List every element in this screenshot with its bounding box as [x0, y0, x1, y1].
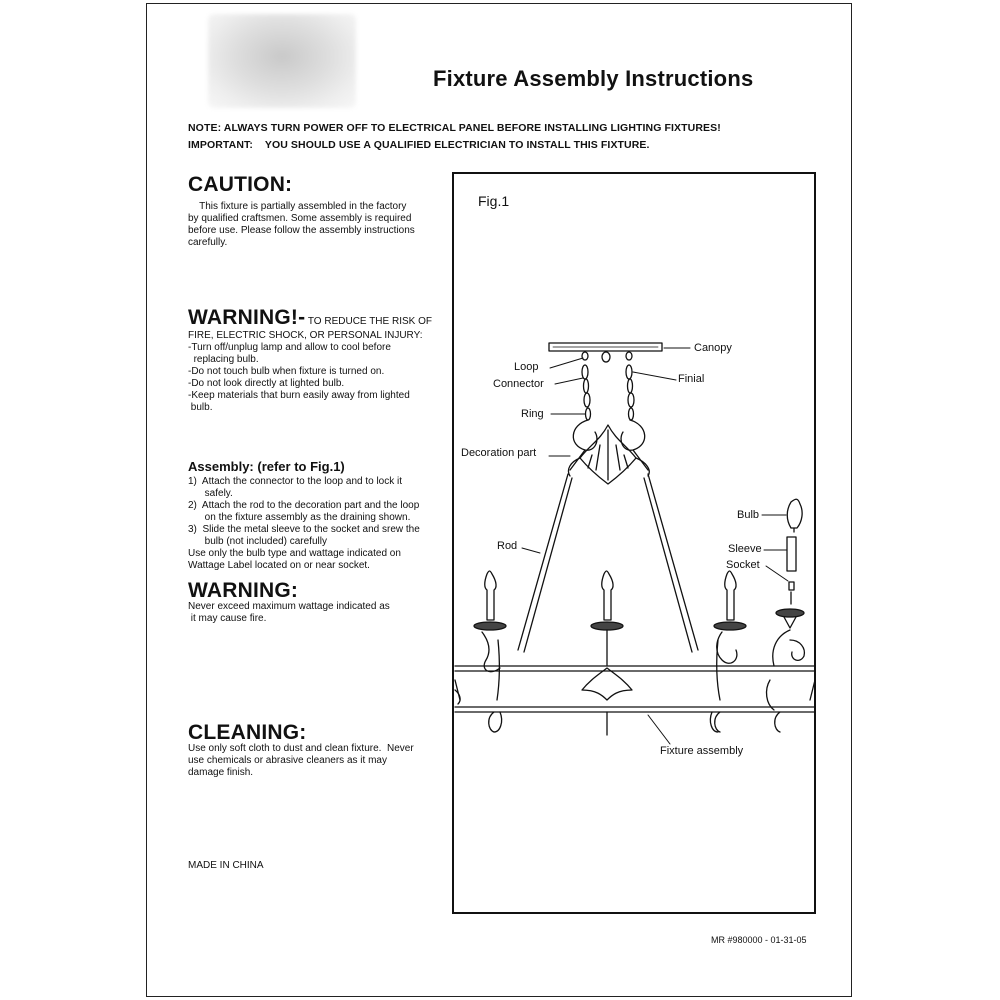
power-off-note: NOTE: ALWAYS TURN POWER OFF TO ELECTRICAL PANEL BEFORE INSTALLING LIGHTING FIXTURES! [188, 122, 721, 134]
caution-heading: CAUTION: [188, 173, 293, 196]
electrician-note: IMPORTANT: YOU SHOULD USE A QUALIFIED ELECTRICIAN TO INSTALL THIS FIXTURE. [188, 139, 650, 151]
caution-line: before use. Please follow the assembly instructions [188, 225, 415, 236]
sleeve-part [787, 537, 796, 571]
warning-line: -Do not touch bulb when fixture is turned on. [188, 366, 385, 377]
warning-line: bulb. [188, 402, 213, 413]
chain-links [582, 365, 634, 420]
candle-arm-center [582, 571, 632, 735]
caution-line: This fixture is partially assembled in the factory [188, 201, 407, 212]
finial-part [582, 352, 632, 362]
decoration-part-label: Decoration part [461, 447, 537, 459]
warning-line: replacing bulb. [188, 354, 259, 365]
caution-line: carefully. [188, 237, 228, 248]
rod-label: Rod [497, 540, 518, 552]
canopy-part [549, 343, 662, 351]
lower-scrolls [455, 690, 718, 732]
loop-label: Loop [514, 361, 539, 373]
warning-line: FIRE, ELECTRIC SHOCK, OR PERSONAL INJURY: [188, 330, 423, 341]
finial-label: Finial [678, 373, 705, 385]
wattage-warning-line: it may cause fire. [188, 613, 267, 624]
sleeve-label: Sleeve [728, 543, 762, 555]
figure-label: Fig.1 [478, 193, 510, 209]
warning-line: -Do not look directly at lighted bulb. [188, 378, 345, 389]
candle-arm-right [714, 571, 746, 732]
fixture-frame [455, 666, 815, 712]
assembly-line: bulb (not included) carefully [188, 536, 327, 547]
fixture-assembly-label: Fixture assembly [660, 745, 744, 757]
assembly-line: 2) Attach the rod to the decoration part and the loop [188, 500, 420, 511]
page-title: Fixture Assembly Instructions [433, 66, 754, 91]
socket-label: Socket [726, 559, 760, 571]
wattage-warning-heading: WARNING: [188, 579, 299, 602]
canopy-label: Canopy [694, 342, 732, 354]
socket-part [789, 582, 794, 604]
bulb-part [787, 499, 802, 532]
warning-line: -Turn off/unplug lamp and allow to cool before [188, 342, 391, 353]
candle-arm-left [474, 571, 506, 732]
cleaning-line: Use only soft cloth to dust and clean fixture. Never [188, 743, 414, 754]
assembly-line: Use only the bulb type and wattage indicated on [188, 548, 401, 559]
cleaning-line: use chemicals or abrasive cleaners as it may [188, 755, 387, 766]
assembly-line: 3) Slide the metal sleeve to the socket and srew the [188, 524, 420, 535]
made-in-label: MADE IN CHINA [188, 860, 264, 871]
warning-line: -Keep materials that burn easily away from lighted [188, 390, 410, 401]
bulb-label: Bulb [737, 509, 760, 521]
assembly-heading: Assembly: (refer to Fig.1) [188, 459, 345, 474]
cleaning-heading: CLEANING: [188, 721, 307, 744]
ring-label: Ring [521, 408, 544, 420]
assembly-line: Wattage Label located on or near socket. [188, 560, 370, 571]
assembly-line: 1) Attach the connector to the loop and to lock it [188, 476, 403, 487]
wattage-warning-line: Never exceed maximum wattage indicated as [188, 601, 390, 612]
warning-heading-tail: TO REDUCE THE RISK OF [305, 316, 432, 327]
decoration-part [568, 420, 649, 484]
assembly-line: on the fixture assembly as the draining shown. [188, 512, 411, 523]
cleaning-line: damage finish. [188, 767, 254, 778]
connector-label: Connector [493, 378, 544, 390]
document-code: MR #980000 - 01-31-05 [711, 935, 807, 945]
caution-line: by qualified craftsmen. Some assembly is required [188, 213, 412, 224]
warning-heading-main: WARNING!- [188, 306, 306, 329]
assembly-line: safely. [188, 488, 233, 499]
